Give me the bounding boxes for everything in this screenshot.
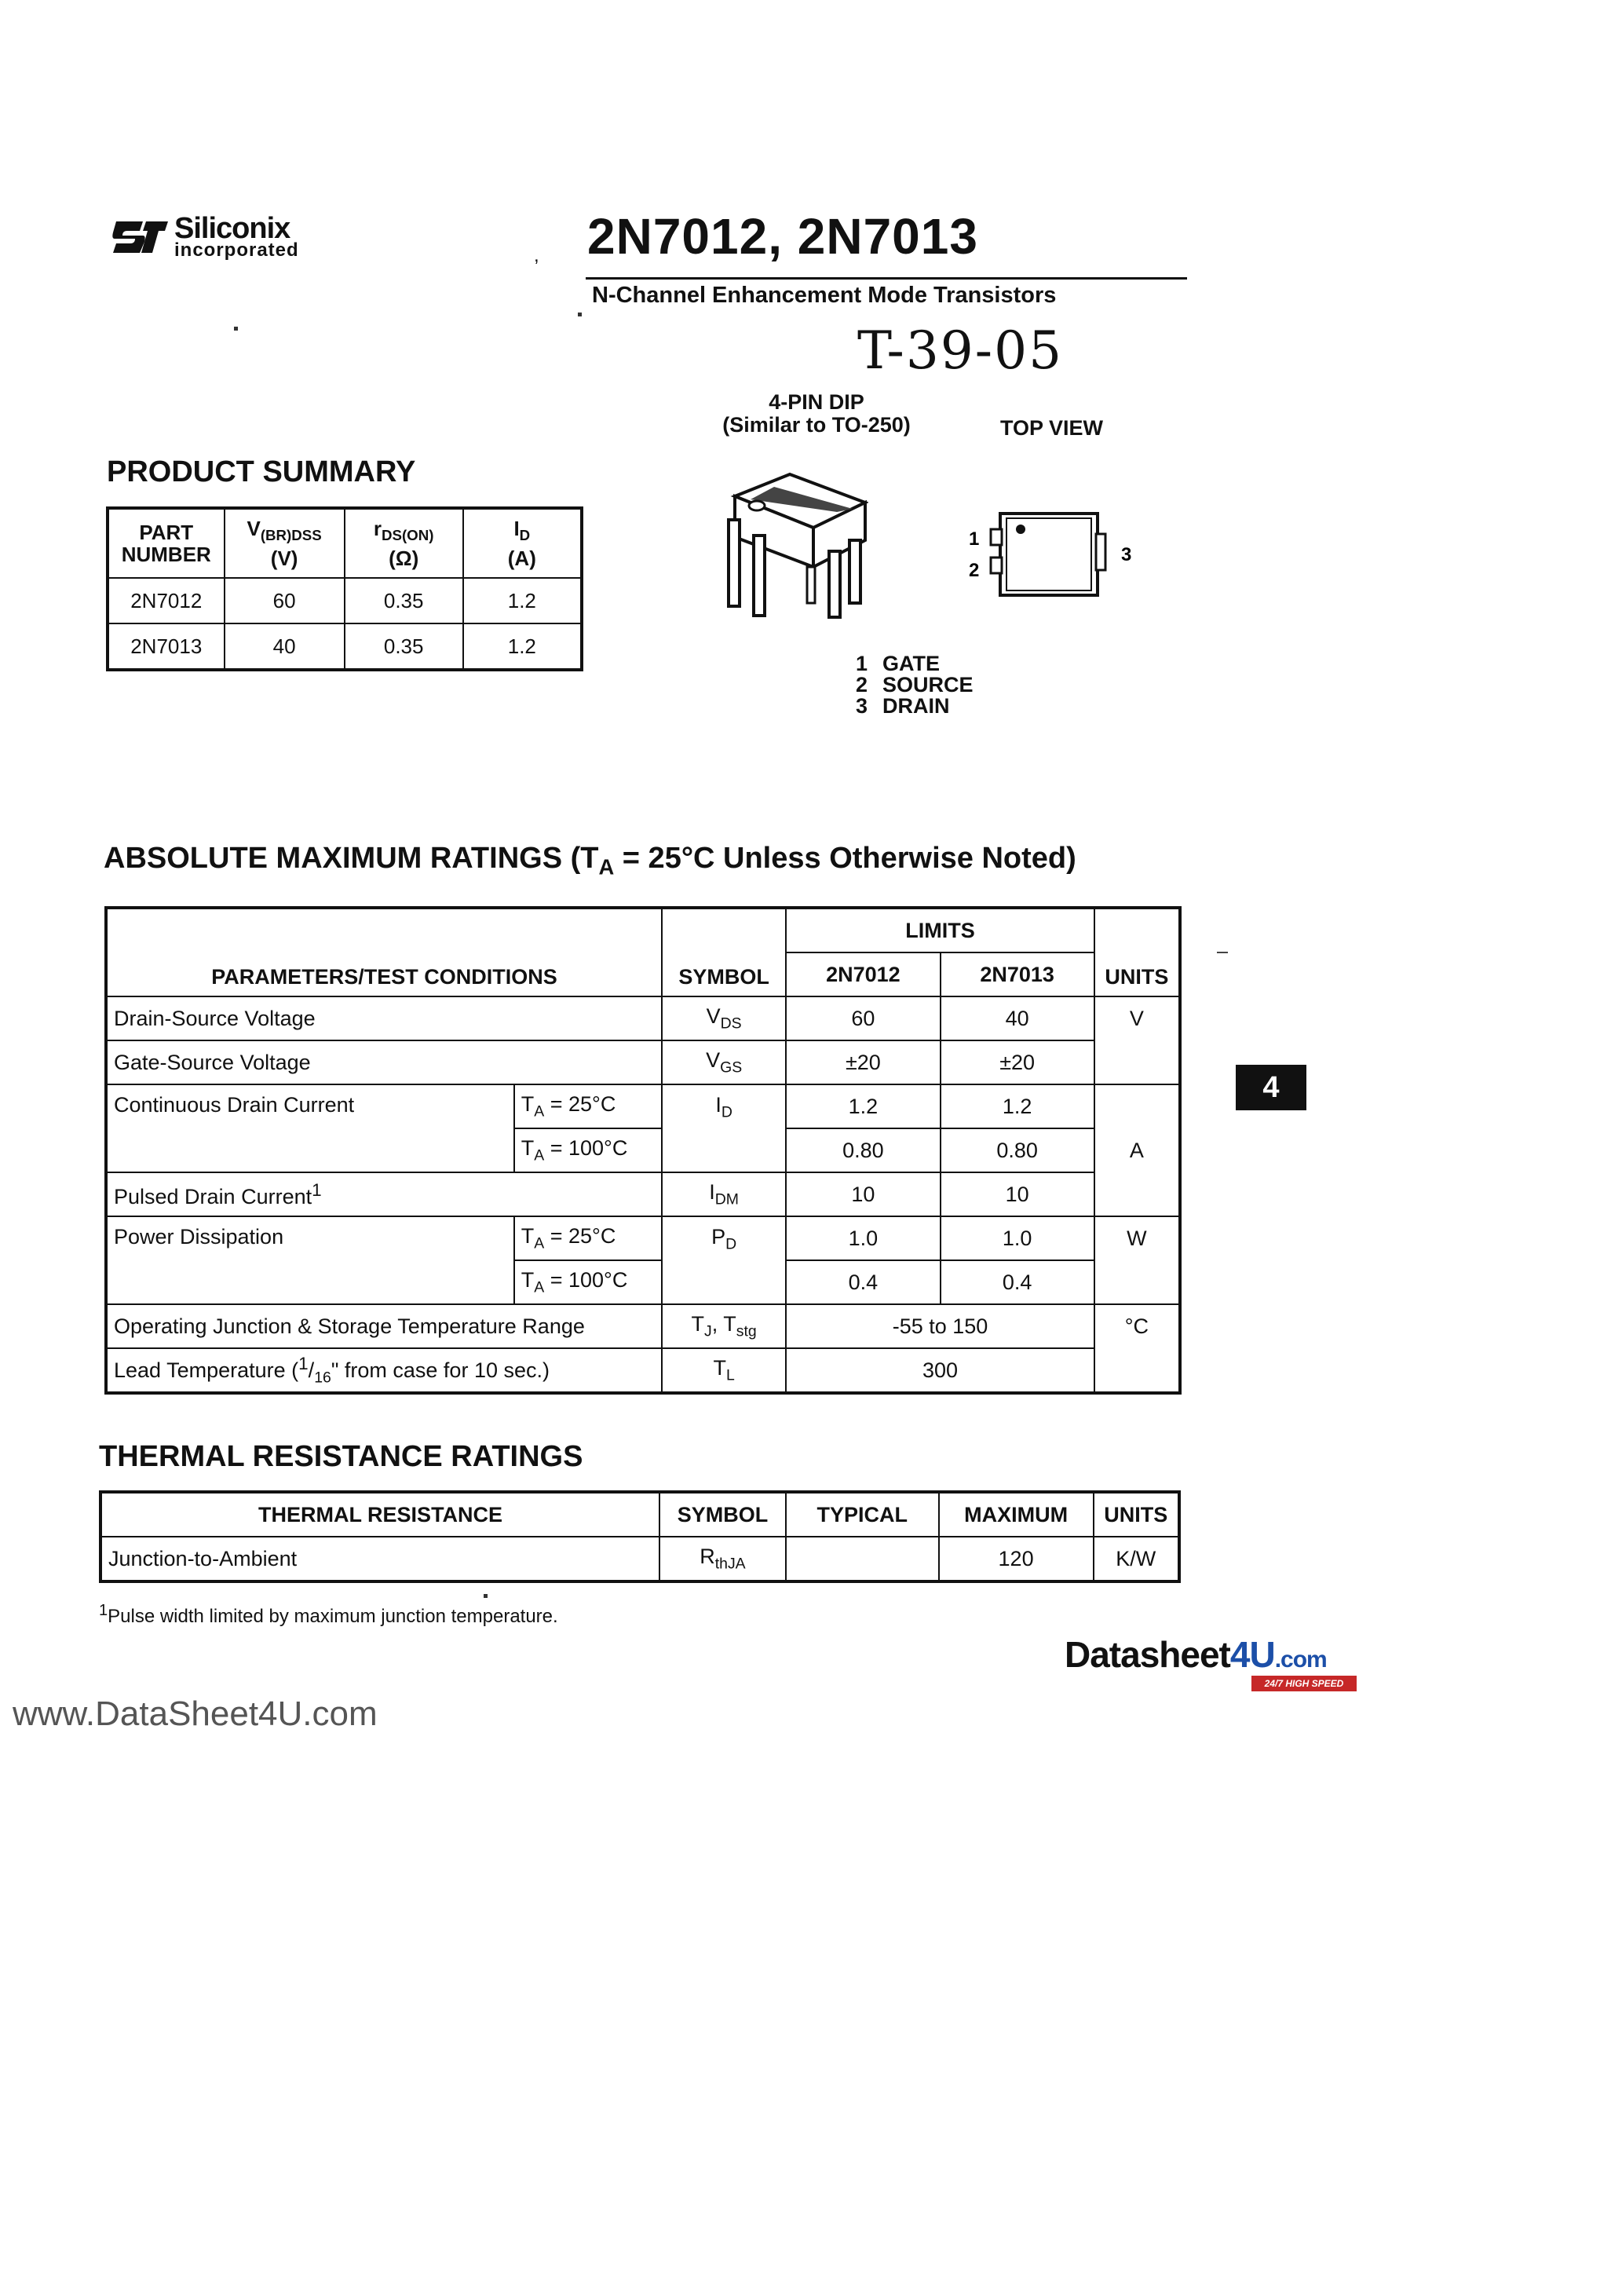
page-subtitle: N-Channel Enhancement Mode Transistors [592, 283, 1057, 308]
col-units: UNITS [1094, 1492, 1180, 1537]
product-summary-table [106, 506, 583, 671]
table-header-row [108, 508, 582, 578]
col-params: PARAMETERS/TEST CONDITIONS [106, 908, 662, 996]
stray-dot [484, 1594, 488, 1598]
col-2n7012: 2N7012 [786, 952, 940, 996]
thermal-table [99, 1490, 1181, 1583]
pin-number: 2 [969, 560, 980, 581]
table-row: Operating Junction & Storage Temperature Range $T_J$, $T_{stg}$ -55 to 150 °C [106, 1304, 1180, 1348]
dip-package-drawing [719, 465, 868, 622]
table-row: 2N7013 40 0.35 1.2 [108, 623, 582, 670]
col-2n7013: 2N7013 [941, 952, 1094, 996]
stray-dot [578, 313, 582, 316]
table-row: 2N7012 60 0.35 1.2 [108, 578, 582, 623]
product-summary-heading: PRODUCT SUMMARY [107, 455, 416, 488]
title-divider [586, 277, 1187, 280]
table-row: $T_A = 100^\circ C$ 0.80 0.80 [106, 1128, 1180, 1172]
col-symbol: SYMBOL [662, 908, 786, 996]
col-part-number: PART NUMBER [108, 508, 225, 578]
stray-dot [234, 327, 238, 331]
table-row: Pulsed Drain Current$^1$ $I_{DM}$ 10 10 [106, 1172, 1180, 1216]
pin-number: 1 [969, 528, 980, 550]
pin-number: 3 [1121, 544, 1132, 565]
footnote: $^1$Pulse width limited by maximum junction temperature. [99, 1602, 558, 1627]
page-tab-badge: 4 [1236, 1065, 1306, 1110]
pin-legend-item: 3 DRAIN [856, 694, 950, 718]
col-symbol: SYMBOL [659, 1492, 786, 1537]
table-row: Power Dissipation $T_A = 25^\circ C$ $P_D$ 1.0 1.0 W [106, 1216, 1180, 1260]
package-similar: (Similar to TO-250) [722, 413, 911, 437]
pin-legend-item: 2 SOURCE [856, 673, 974, 696]
col-maximum: MAXIMUM [939, 1492, 1094, 1537]
absolute-max-table [104, 906, 1182, 1395]
col-thermal-resistance: THERMAL RESISTANCE [100, 1492, 659, 1537]
absolute-max-heading: ABSOLUTE MAXIMUM RATINGS ($T_A = 25^\circ C$ Unless Otherwise Noted) [104, 842, 1076, 879]
top-view-drawing [958, 506, 1143, 608]
top-view-label: TOP VIEW [1000, 416, 1104, 440]
siliconix-logo-icon [111, 217, 170, 258]
package-name: 4-PIN DIP [769, 390, 864, 414]
datasheet4u-tagline: 24/7 HIGH SPEED [1251, 1676, 1357, 1691]
col-limits: LIMITS [786, 908, 1094, 952]
table-row: Drain-Source Voltage $V_{DS}$ 60 40 V [106, 996, 1180, 1040]
col-typical: TYPICAL [786, 1492, 939, 1537]
company-name: Siliconix [174, 212, 290, 245]
col-units: UNITS [1094, 908, 1180, 996]
table-row: Lead Temperature ($^1/_{16}$" from case for 10 sec.) $T_L$ 300 [106, 1348, 1180, 1393]
table-row: $T_A = 100^\circ C$ 0.4 0.4 [106, 1260, 1180, 1304]
package-label [683, 391, 950, 437]
table-row: Gate-Source Voltage $V_{GS}$ ±20 ±20 [106, 1040, 1180, 1084]
table-header-row [100, 1492, 1179, 1537]
col-id: $I_D$ (A) [463, 508, 582, 578]
stray-dash [1217, 952, 1228, 953]
page-title: 2N7012, 2N7013 [587, 208, 978, 265]
pin-legend-item: 1 GATE [856, 652, 940, 675]
pin-legend [856, 653, 974, 717]
table-row: Junction-to-Ambient $R_{thJA}$ 120 K/W [100, 1537, 1179, 1581]
thermal-heading: THERMAL RESISTANCE RATINGS [99, 1440, 583, 1473]
datasheet4u-logo[interactable]: Datasheet4U.com [1065, 1634, 1327, 1675]
stray-mark: , [534, 245, 539, 266]
col-vbr: $V_{(BR)DSS}$ (V) [225, 508, 345, 578]
col-rds: $r_{DS(ON)}$ (Ω) [345, 508, 463, 578]
company-subtitle: incorporated [174, 239, 299, 261]
site-url-link[interactable]: www.DataSheet4U.com [13, 1695, 378, 1733]
handwritten-code: T-39-05 [857, 320, 1064, 381]
table-row: Continuous Drain Current $T_A = 25^\circ C$ $I_D$ 1.2 1.2 A [106, 1084, 1180, 1128]
